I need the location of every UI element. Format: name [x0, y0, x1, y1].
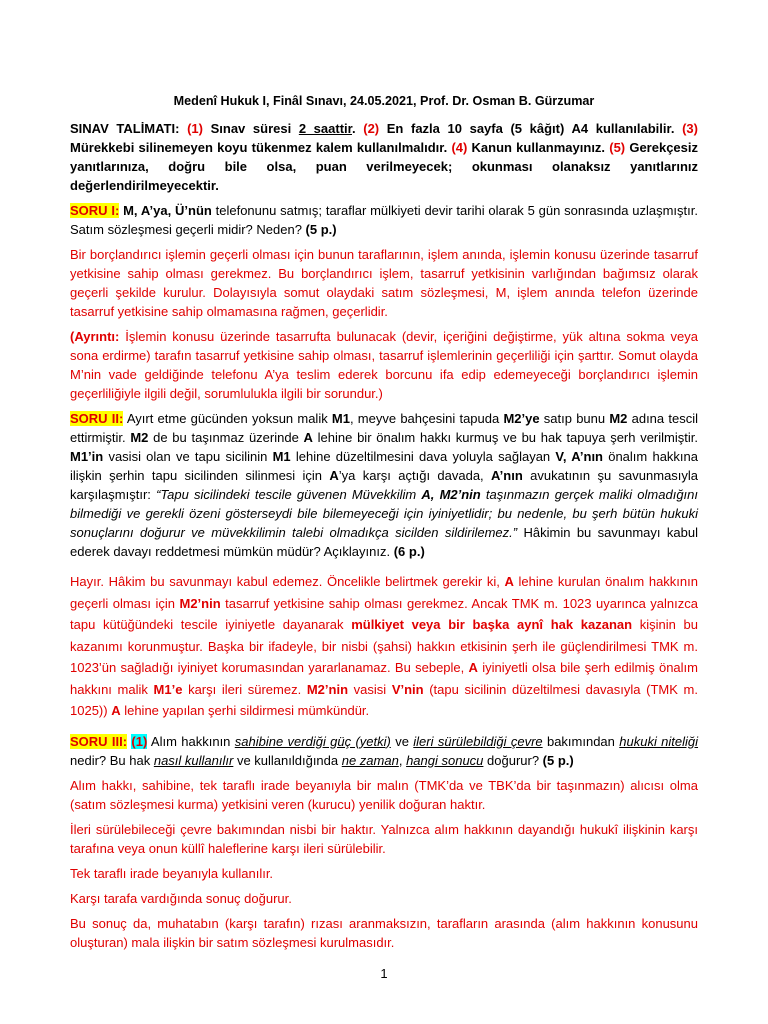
question-3: SORU III: (1) Alım hakkının sahibine verdiği güç (yetki) ve ileri sürülebildiği çevre bakımından hukuki niteliği nedir? Bu hak nasıl kullanılır ve kullanıldığında ne zaman, hangi sonucu doğurur? (5 p.)	[70, 733, 699, 768]
exam-instructions: SINAV TALİMATI: (1) Sınav süresi 2 saattir. (2) En fazla 10 sayfa (5 kâğıt) A4 kullanılabilir. (3) Mürekkebi silinemeyen koyu tükenmez kalem kullanılmalıdır. (4) Kanun kullanmayınız. (5) Gerekçesiz yanıtlarınıza, doğru bile olsa, puan verilmeyecek; okunması olanaksız yanıtlarınız değerlendirilmeyecektir.	[70, 121, 699, 193]
question-2: SORU II: Ayırt etme gücünden yoksun malik M1, meyve bahçesini tapuda M2’ye satıp bunu M2 adına tescil ettirmiştir. M2 de bu taşınmaz üzerinde A lehine bir önalım hakkı kurmuş ve bu hak tapuya şerh verilmiştir. M1’in vasisi olan ve tapu sicilinin M1 lehine düzeltilmesini dava yoluyla sağlayan V, A’nın önalım hakkına ilişkin şerhin tapu sicilinden silinmesi için A’ya karşı açtığı davada, A’nın avukatının şu savunmasıyla karşılaşmıştır: “Tapu sicilindeki tescile güvenen Müvekkilim A, M2’nin taşınmazın gerçek maliki olmadığını bilmediği ve gerekli özeni gösterseydi bile bilemeyeceği için iyiniyetlidir; bu nedenle, bu şerh bütün hukuki sonuçlarını doğurur ve müvekkilimin talebi olmadıkça sicilden sildirilemez.” Hâkimin bu savunmayı kabul ederek davayı reddetmesi mümkün müdür? Açıklayınız. (6 p.)	[70, 411, 699, 559]
answer-3-paragraph: Bu sonuç da, muhatabın (karşı tarafın) rızası aranmaksızın, tarafların arasında (alım hakkının konusunu oluşturan) mala ilişkin bir satım sözleşmesi kurulmasıdır.	[70, 915, 698, 950]
question-2-label: SORU II:	[70, 411, 124, 426]
question-1: SORU I: M, A’ya, Ü’nün telefonunu satmış; taraflar mülkiyeti devir tarihi olarak 5 gün sonrasında uzlaşmıştır. Satım sözleşmesi geçerli midir? Neden? (5 p.)	[70, 203, 698, 237]
question-1-label: SORU I:	[70, 203, 120, 218]
answer-3-paragraph: Tek taraflı irade beyanıyla kullanılır.	[70, 865, 274, 881]
question-3-label: SORU III:	[70, 733, 128, 749]
answer-3-paragraph: İleri sürülebileceği çevre bakımından nisbi bir haktır. Yalnızca alım hakkının dayandığı hukukî ilişkinin karşı tarafına veya onun küllî haleflerine karşı ileri sürülebilir.	[70, 821, 698, 856]
answer-2-paragraph: Hayır. Hâkim bu savunmayı kabul edemez. Öncelikle belirtmek gerekir ki, A lehine kurulan önalım hakkının geçerli olması için M2’nin tasarruf yetkisine sahip olması gerekmez. Ancak TMK m. 1023 uyarınca yalnızca tapu kütüğündeki tescile iyiniyetle dayanarak mülkiyet veya bir başka aynî hak kazanan kişinin bu kazanımı korunmuştur. Başka bir ifadeyle, bir nisbi (şahsi) hakkın etkisinin şerh ile güçlendirilmesi TMK m. 1023’ün sağladığı iyiniyet korumasından yararlanamaz. Bu sebeple, A iyiniyetli olsa bile şerh edilmiş önalım hakkını malik M1’e karşı ileri süremez. M2’nin vasisi V’nin (tapu sicilinin düzeltilmesi davasıyla (TMK m. 1025)) A lehine yapılan şerhi sildirmesi mümkündür.	[70, 574, 698, 718]
answer-1-paragraph: Bir borçlandırıcı işlemin geçerli olması için bunun taraflarının, işlem anında, işlemin konusu üzerinde tasarruf yetkisine sahip olması gerekmez. Bu borçlandırıcı işlem, tasarruf yetkisinin varlığından bağımsız olarak geçerli şekilde kurulur. Dolayısıyla somut olaydaki satım sözleşmesi, M, işlem anında telefon üzerinde tasarruf yetkisine sahip olmamasına rağmen, geçerlidir.	[70, 247, 698, 319]
page-title: Medenî Hukuk I, Finâl Sınavı, 24.05.2021, Prof. Dr. Osman B. Gürzumar	[173, 94, 595, 108]
answer-3-paragraph: Karşı tarafa vardığında sonuç doğurur.	[70, 890, 292, 906]
answer-1-detail: (Ayrıntı: İşlemin konusu üzerinde tasarrufta bulunacak (devir, içeriğini değiştirme, yük altına sokma veya sona erdirme) tarafın tasarruf yetkisine sahip olması, tasarruf işlemlerinin geçerliliği için şarttır. Somut olayda M’nin vade geldiğinde telefonu A’ya teslim ederek borcunu ifa edip edemeyeceği borçlandırıcı işlemin geçerliliğiyle ilgili değil, sorumlulukla ilgili bir sorundur.)	[70, 329, 698, 401]
answer-3-paragraph: Alım hakkı, sahibine, tek taraflı irade beyanıyla bir malın (TMK’da ve TBK’da bir taşınmazın) alıcısı olma (satım sözleşmesi kurma) yetkisini veren (kurucu) yenilik doğuran haktır.	[70, 777, 698, 812]
page-number: 1	[380, 966, 388, 981]
